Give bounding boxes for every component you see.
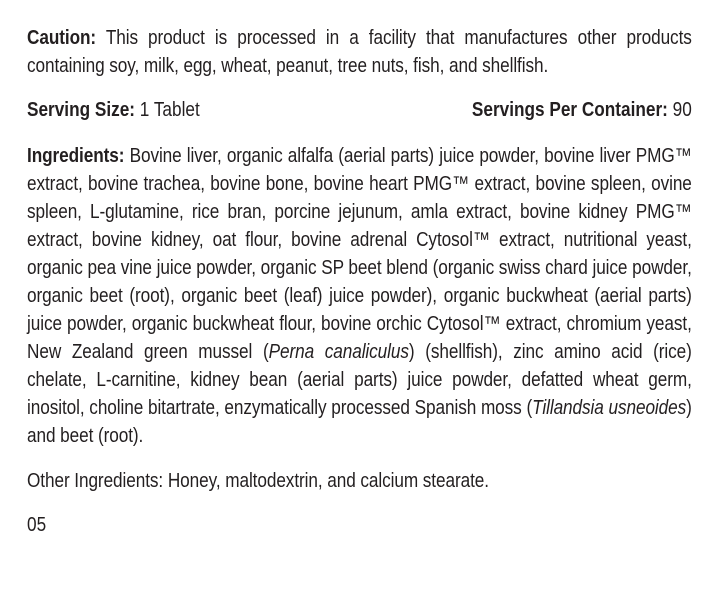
ingredients-text-1: Bovine liver, organic alfalfa (aerial parts) juice powder, bovine liver PMG™ extract, bovine trachea, bovine bone, bovine heart PMG™ extract, bovine spleen, ovine spleen, L-glutamine, rice bran, porcine jejunum, amla extract, bovine kidney PMG™ extract, bovine kidney, oat flour, bovine adrenal Cytosol™ extract, nutritional yeast, organic pea vine juice powder, organic SP beet blend (organic swiss chard juice powder, organic beet (root), organic beet (leaf) juice powder), organic buckwheat (aerial parts) juice powder, organic buckwheat flour, bovine orchic Cytosol™ extract, chromium yeast, New Zealand green mussel ( bbox=[27, 145, 692, 363]
caution-label: Caution: bbox=[27, 27, 97, 49]
serving-size-label: Serving Size: bbox=[27, 99, 136, 121]
ingredients-species-2: Tillandsia usneoides bbox=[532, 397, 687, 419]
caution-statement bbox=[27, 24, 692, 80]
serving-size-value: 1 Tablet bbox=[135, 99, 200, 121]
ingredients-text-3: ) and beet (root). bbox=[27, 397, 692, 447]
caution-text: This product is processed in a facility that manufactures other products containing soy, milk, egg, wheat, peanut, tree nuts, fish, and shellfish. bbox=[27, 27, 692, 77]
other-ingredients: Other Ingredients: Honey, maltodextrin, and calcium stearate. bbox=[27, 470, 489, 492]
serving-info bbox=[27, 96, 692, 124]
servings-per-container bbox=[472, 96, 692, 124]
servings-per-container-value: 90 bbox=[667, 99, 692, 121]
label-code: 05 bbox=[27, 514, 47, 536]
ingredients-label: Ingredients: bbox=[27, 145, 125, 167]
ingredients-text-2: ) (shellfish), zinc amino acid (rice) chelate, L-carnitine, kidney bean (aerial parts) juice powder, defatted wheat germ, inositol, choline bitartrate, enzymatically processed Spanish moss ( bbox=[27, 341, 692, 419]
ingredients-species-1: Perna canaliculus bbox=[268, 341, 409, 363]
ingredients-list bbox=[27, 142, 692, 450]
serving-size bbox=[27, 96, 200, 124]
servings-per-container-label: Servings Per Container: bbox=[471, 99, 668, 121]
